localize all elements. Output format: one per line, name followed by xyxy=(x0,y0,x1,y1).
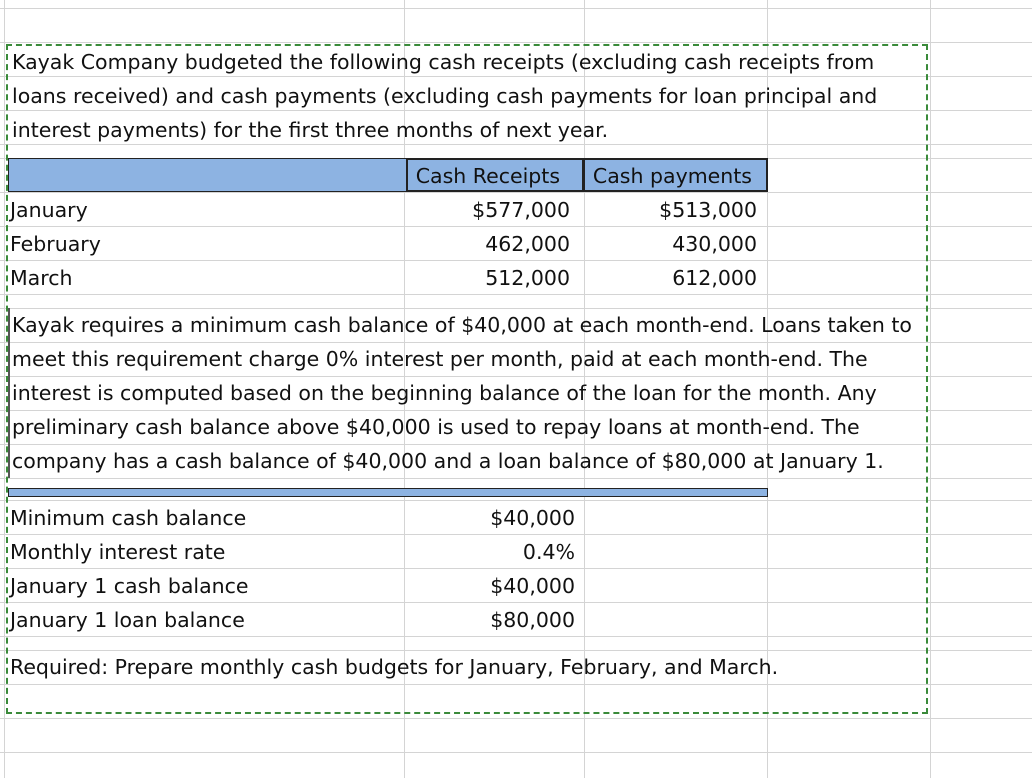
param-label-jan-cash: January 1 cash balance xyxy=(10,574,249,598)
param-value-jan-cash: $40,000 xyxy=(490,574,575,598)
payments-header: Cash payments xyxy=(592,164,752,188)
requirements-text: Kayak requires a minimum cash balance of $40,000 at each month-end. Loans taken to meet this requirement charge 0% interest per month, paid at each month-end. The interest is computed based on the beginning balance of the loan for the month. Any preliminary cash balance above $40,000 is used to repay loans at month-end. The company has a cash balance of $40,000 and a loan balance of $80,000 at January 1. xyxy=(12,313,912,473)
required-text: Required: Prepare monthly cash budgets for January, February, and March. xyxy=(10,655,779,679)
intro-text: Kayak Company budgeted the following cash receipts (excluding cash receipts from loans received) and cash payments (excluding cash payments for loan principal and interest payments) for the first three months of next year. xyxy=(12,50,878,142)
receipts-header: Cash Receipts xyxy=(415,164,560,188)
param-label-interest-rate: Monthly interest rate xyxy=(10,540,226,564)
month-march: March xyxy=(10,266,73,290)
param-label-jan-loan: January 1 loan balance xyxy=(10,608,245,632)
separator-bar xyxy=(8,488,768,497)
receipts-january: $577,000 xyxy=(472,198,570,222)
receipts-march: 512,000 xyxy=(485,266,570,290)
param-value-jan-loan: $80,000 xyxy=(490,608,575,632)
payments-february: 430,000 xyxy=(672,232,757,256)
paragraph-left-border xyxy=(8,308,10,478)
param-value-interest-rate: 0.4% xyxy=(522,540,575,564)
month-january: January xyxy=(10,198,88,222)
param-label-min-cash: Minimum cash balance xyxy=(10,506,247,530)
payments-march: 612,000 xyxy=(672,266,757,290)
month-february: February xyxy=(10,232,101,256)
receipts-february: 462,000 xyxy=(485,232,570,256)
param-value-min-cash: $40,000 xyxy=(490,506,575,530)
payments-january: $513,000 xyxy=(659,198,757,222)
